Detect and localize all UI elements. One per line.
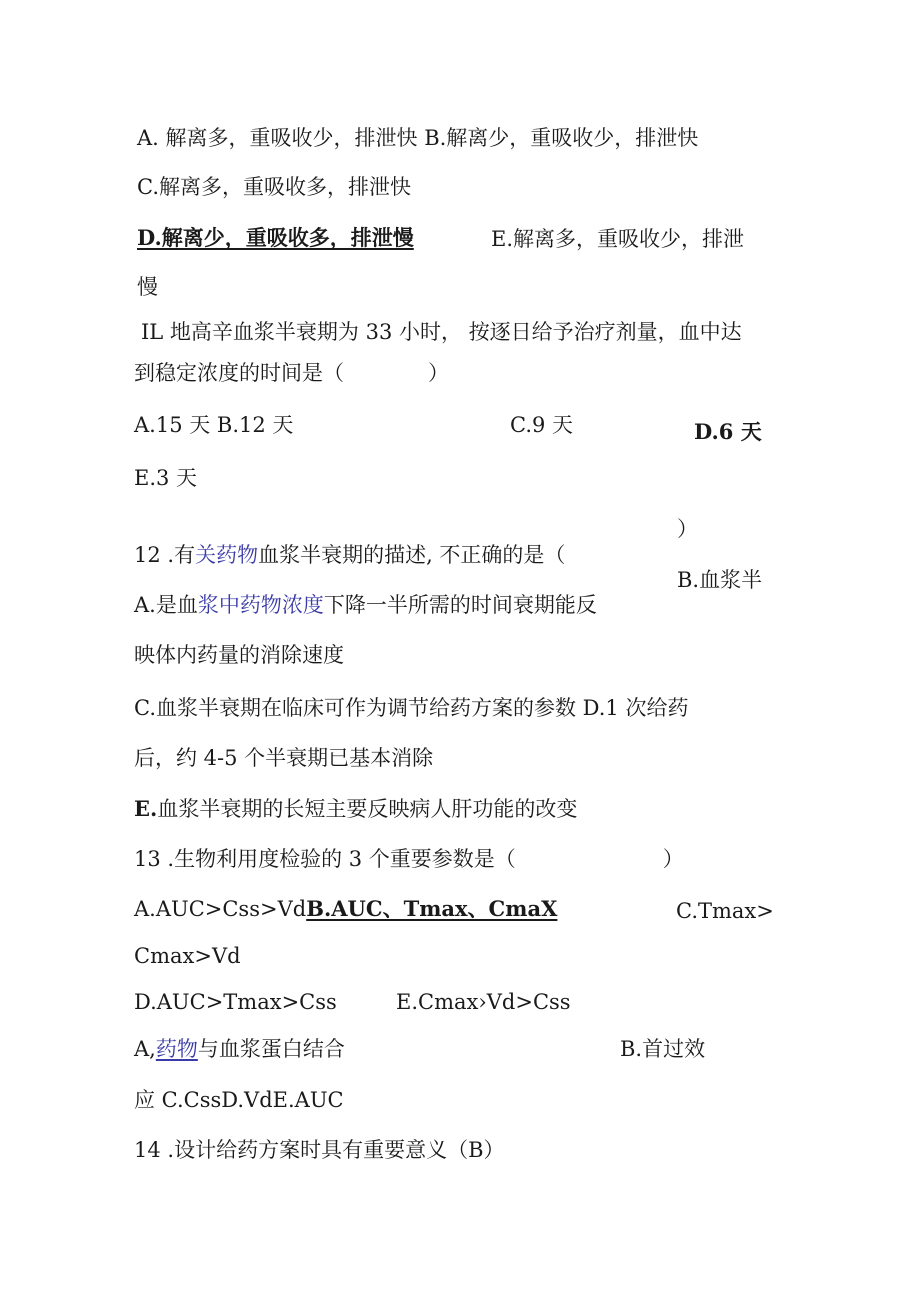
q12-option-a-cont: 映体内药量的消除速度 bbox=[134, 643, 344, 667]
q13-option-d: D.AUC>Tmax>Css bbox=[134, 990, 337, 1014]
q13-stem: 13 .生物利用度检验的 3 个重要参数是（ ） bbox=[134, 847, 684, 871]
q10-line2: C.解离多，重吸收多，排泄快 bbox=[137, 175, 411, 199]
q12-option-e-text: 血浆半衰期的长短主要反映病人肝功能的改变 bbox=[157, 797, 578, 821]
q13-option-a: A.AUC>Css>Vd bbox=[134, 897, 307, 921]
q13-option-c-cont: Cmax>Vd bbox=[134, 944, 241, 968]
q12-paren-close: ） bbox=[677, 517, 698, 541]
q14-option-a-pre: A, bbox=[134, 1037, 156, 1061]
q12-option-e bbox=[134, 795, 577, 823]
q11-options-ab: A.15 天 B.12 天 bbox=[134, 413, 294, 437]
q13-option-b-answer: B.AUC、Tmax、CmaX bbox=[306, 896, 558, 921]
q14-option-a bbox=[134, 1035, 345, 1063]
q14-option-a-post: 与血浆蛋白结合 bbox=[197, 1037, 345, 1061]
q12-stem-post: 血浆半衰期的描述, 不正确的是（ bbox=[258, 543, 566, 567]
q14-line2: 应 C.CssD.VdE.AUC bbox=[134, 1088, 344, 1112]
q14-option-a-link[interactable]: 药物 bbox=[155, 1037, 198, 1061]
q10-option-d-answer: D.解离少，重吸收多，排泄慢 bbox=[137, 225, 414, 250]
q14-option-b: B.首过效 bbox=[620, 1037, 706, 1061]
q12-stem bbox=[134, 541, 565, 569]
q12-option-a bbox=[134, 591, 597, 619]
q12-options-cd: C.血浆半衰期在临床可作为调节给药方案的参数 D.1 次给药 bbox=[134, 696, 689, 720]
q12-stem-link[interactable]: 关药物 bbox=[195, 543, 259, 567]
q11-option-c: C.9 天 bbox=[510, 413, 574, 437]
q12-option-b-start: B.血浆半 bbox=[677, 568, 763, 592]
q13-options-ab bbox=[134, 895, 557, 923]
q12-option-e-letter: E. bbox=[134, 796, 158, 821]
q11-option-e: E.3 天 bbox=[134, 466, 198, 490]
q12-option-d-cont: 后，约 4-5 个半衰期已基本消除 bbox=[134, 746, 434, 770]
q12-option-a-link[interactable]: 浆中药物浓度 bbox=[197, 593, 324, 617]
q12-option-a-pre: A.是血 bbox=[134, 593, 198, 617]
q11-stem-line2: 到稳定浓度的时间是（ ） bbox=[134, 361, 449, 385]
q13-option-c: C.Tmax> bbox=[676, 899, 774, 923]
q11-stem-line1: IL 地高辛血浆半衰期为 33 小时， 按逐日给予治疗剂量，血中达 bbox=[141, 320, 742, 344]
q12-option-a-post: 下降一半所需的时间衰期能反 bbox=[323, 593, 597, 617]
q14-stem: 14 .设计给药方案时具有重要意义（B） bbox=[134, 1138, 505, 1162]
q10-option-e: E.解离多，重吸收少，排泄 bbox=[491, 227, 745, 251]
q11-option-d-answer: D.6 天 bbox=[694, 419, 762, 444]
q12-stem-pre: 12 .有 bbox=[134, 543, 196, 567]
q10-line1: A. 解离多，重吸收少，排泄快 B.解离少，重吸收少，排泄快 bbox=[137, 126, 699, 150]
q13-option-e: E.Cmax›Vd>Css bbox=[396, 990, 571, 1014]
q10-option-e-cont: 慢 bbox=[137, 275, 158, 299]
